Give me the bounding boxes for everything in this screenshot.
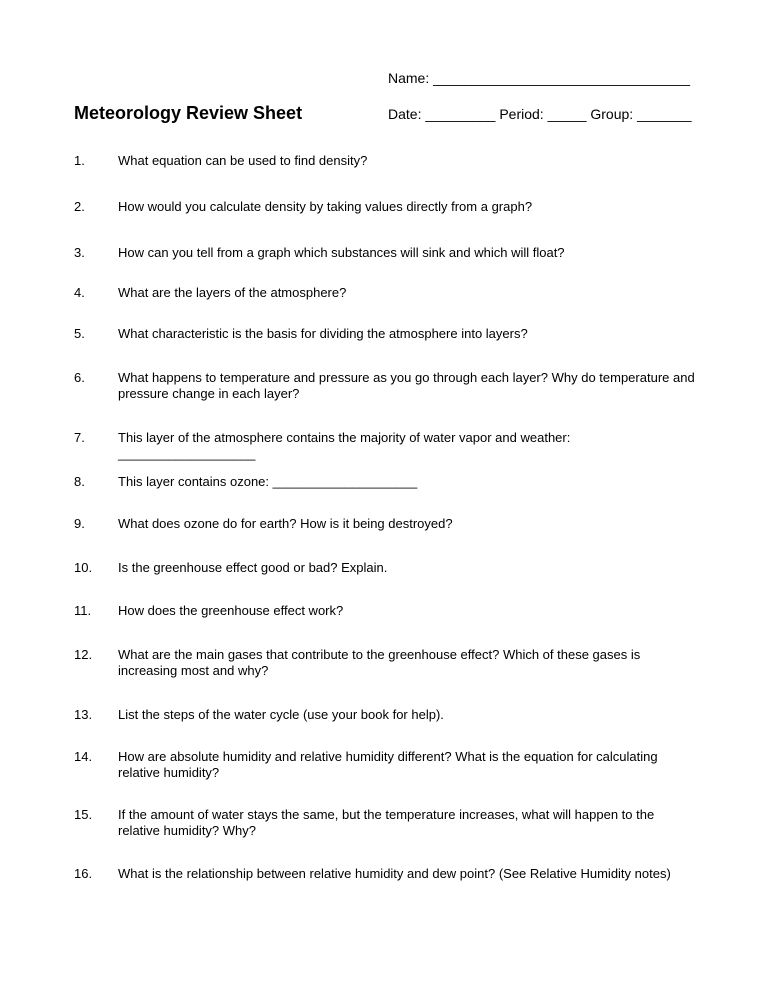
question-text: What does ozone do for earth? How is it being destroyed? (118, 516, 453, 531)
question-number: 3. (74, 245, 85, 260)
question-number: 4. (74, 285, 85, 300)
question-number: 13. (74, 707, 93, 722)
question-number: 5. (74, 326, 85, 341)
question-number: 9. (74, 516, 85, 531)
question-text: What equation can be used to find density? (118, 153, 368, 168)
question-text: This layer contains ozone: ____________________ (118, 474, 418, 489)
question-number: 15. (74, 807, 93, 822)
question-text: List the steps of the water cycle (use your book for help). (118, 707, 444, 722)
question-text: What are the main gases that contribute to the greenhouse effect? Which of these gases is increasing most and why? (118, 647, 641, 678)
question-text: How are absolute humidity and relative humidity different? What is the equation for calculating relative humidity? (118, 749, 658, 780)
question-number: 11. (74, 603, 92, 618)
date-period-group-line: Date: _________ Period: _____ Group: _______ (388, 106, 692, 122)
question-text: How can you tell from a graph which substances will sink and which will float? (118, 245, 565, 260)
question-number: 7. (74, 430, 85, 445)
question-text: What characteristic is the basis for dividing the atmosphere into layers? (118, 326, 528, 341)
question-number: 8. (74, 474, 85, 489)
question-text: This layer of the atmosphere contains the majority of water vapor and weather: ___________________ (118, 430, 571, 461)
question-number: 1. (74, 153, 85, 168)
question-text: How does the greenhouse effect work? (118, 603, 344, 618)
question-number: 10. (74, 560, 93, 575)
question-text: How would you calculate density by taking values directly from a graph? (118, 199, 533, 214)
question-text: Is the greenhouse effect good or bad? Explain. (118, 560, 388, 575)
question-number: 6. (74, 370, 85, 385)
question-text: What are the layers of the atmosphere? (118, 285, 347, 300)
name-field-line: Name: _________________________________ (388, 70, 691, 86)
question-number: 12. (74, 647, 93, 662)
page-title: Meteorology Review Sheet (74, 103, 303, 123)
question-text: If the amount of water stays the same, but the temperature increases, what will happen to the relative humidity? Why? (118, 807, 655, 838)
question-number: 2. (74, 199, 85, 214)
question-text: What is the relationship between relative humidity and dew point? (See Relative Humidity notes) (118, 866, 671, 881)
question-number: 16. (74, 866, 93, 881)
question-text: What happens to temperature and pressure as you go through each layer? Why do temperature and pressure change in each layer? (118, 370, 695, 401)
question-number: 14. (74, 749, 93, 764)
question-list (74, 0, 714, 994)
